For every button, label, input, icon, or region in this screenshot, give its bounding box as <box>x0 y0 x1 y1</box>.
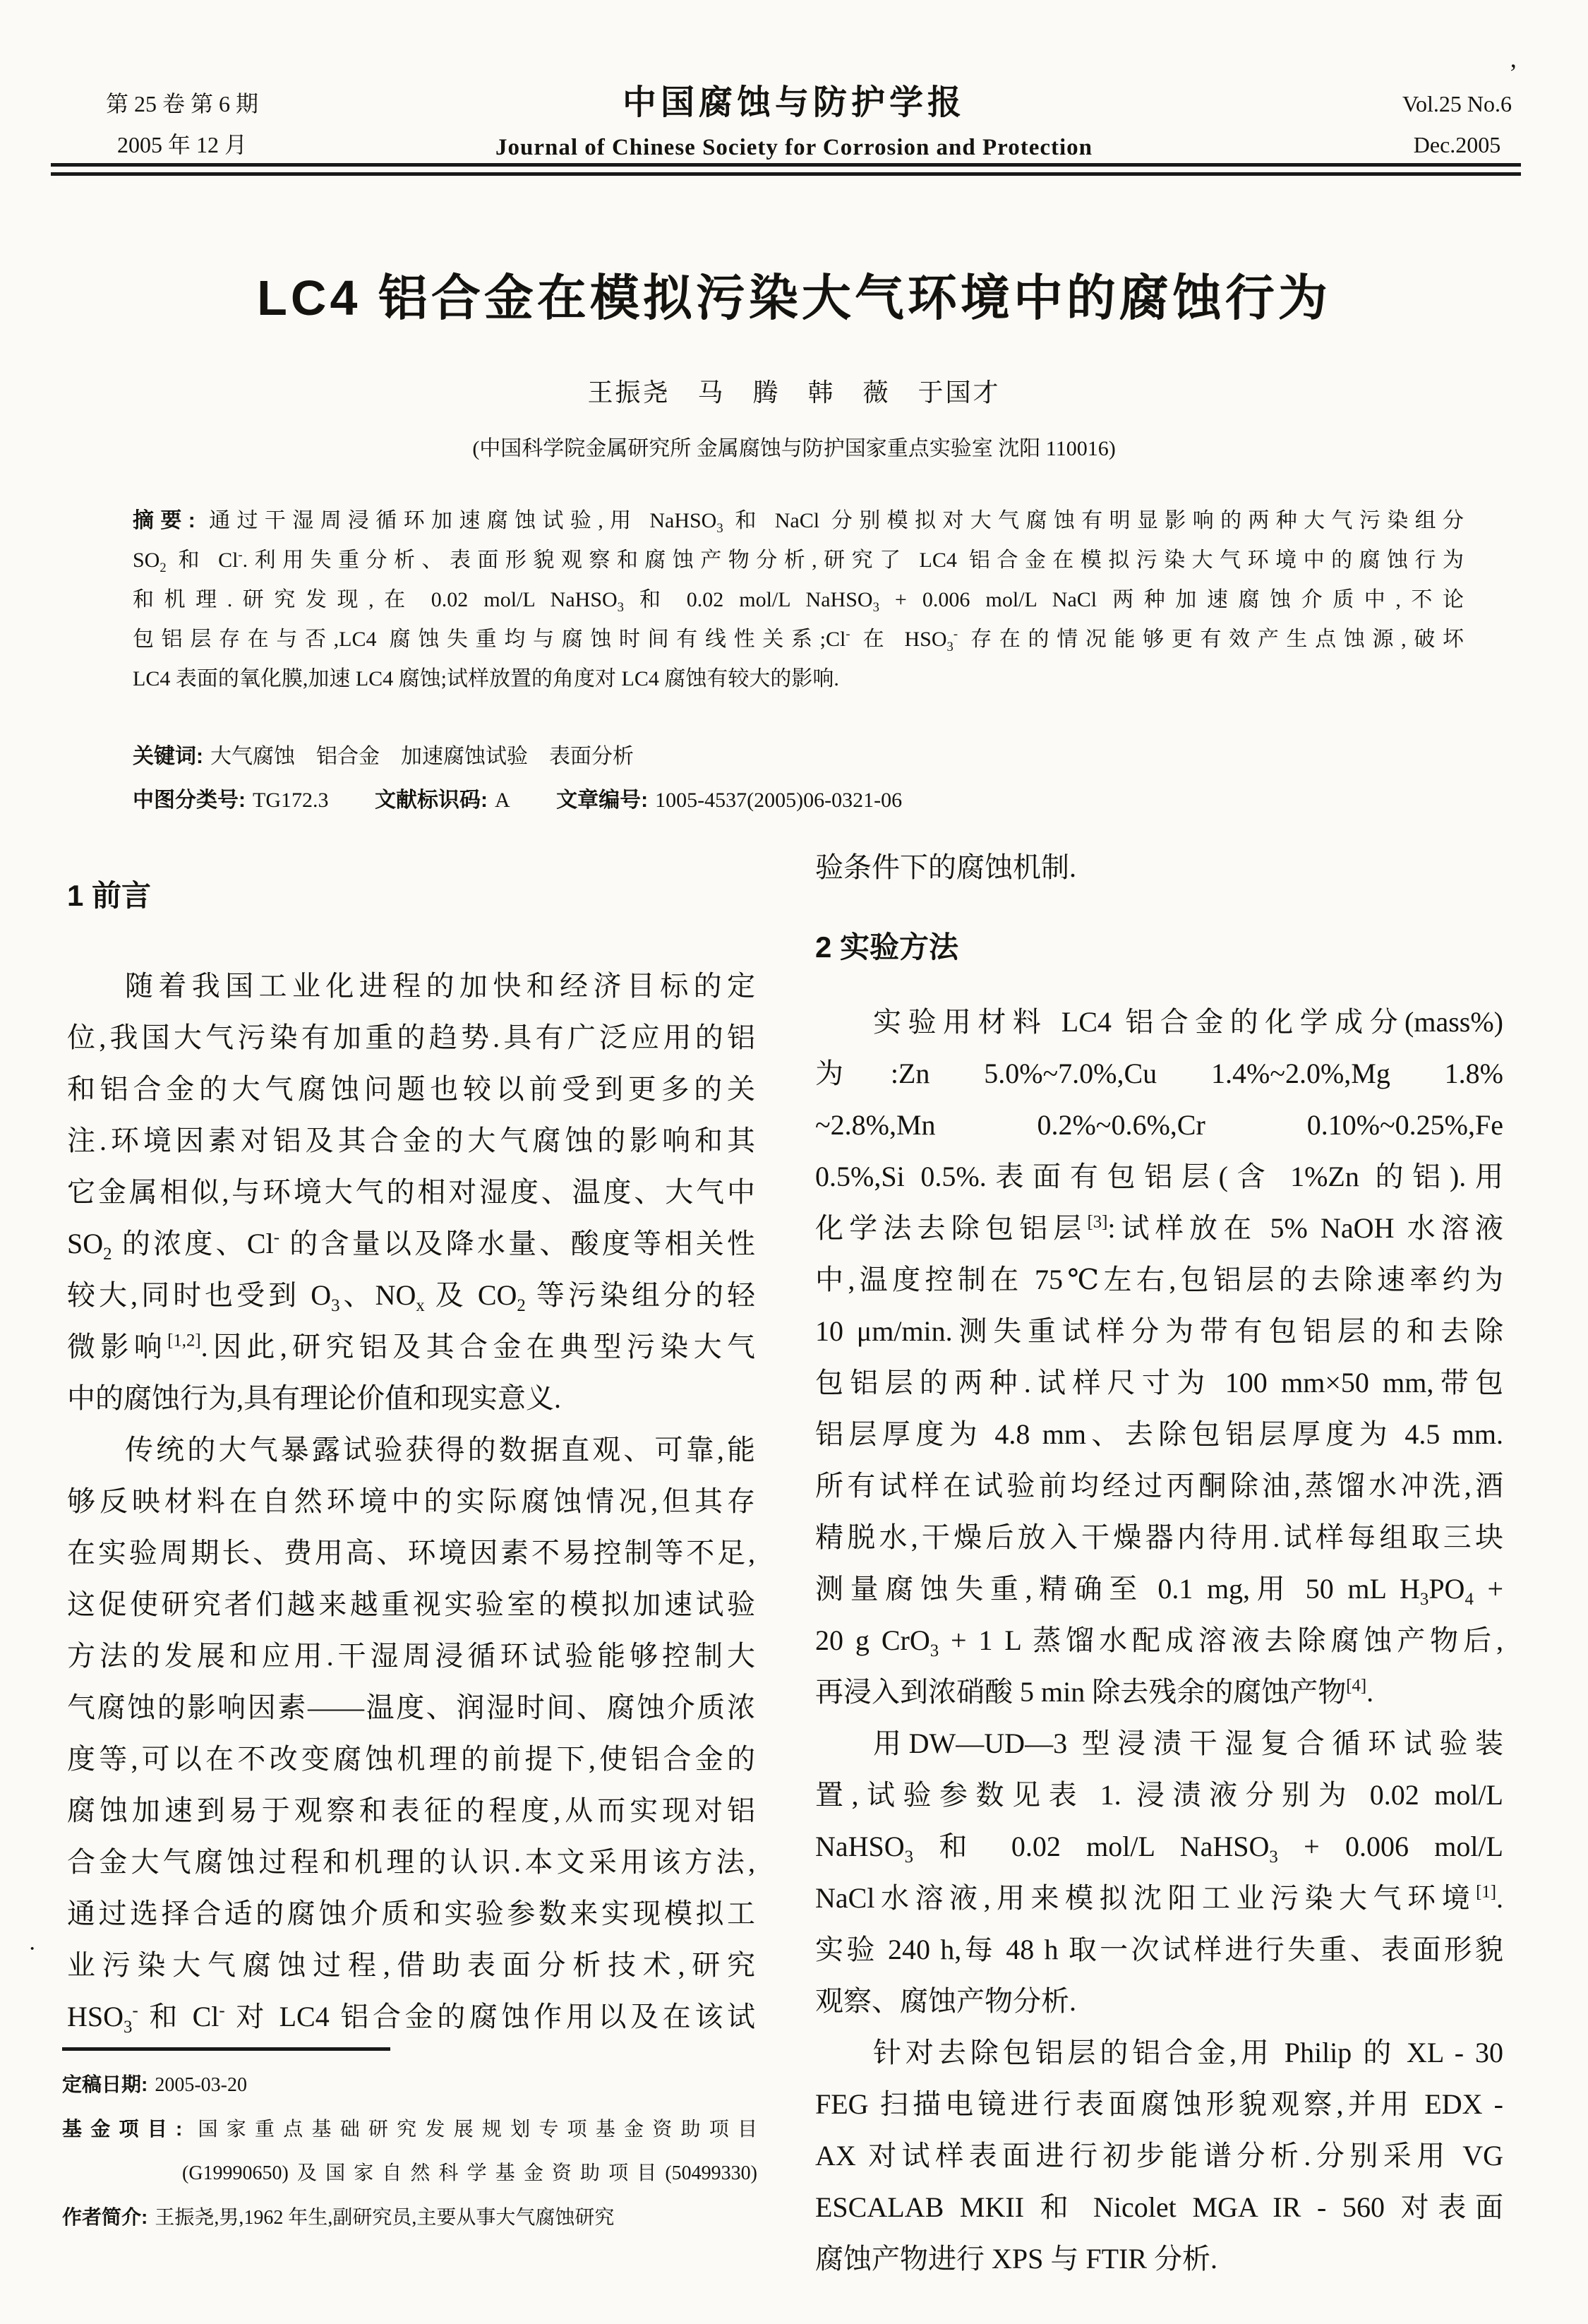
text-line <box>62 2152 757 2196</box>
text-line: 包铝层的两种.试样尺寸为 100 mm×50 mm,带包 <box>815 1367 1503 1398</box>
line-text: 王振尧,男,1962 年生,副研究员,主要从事大气腐蚀研究 <box>155 2207 615 2229</box>
journal-masthead <box>0 75 1588 161</box>
text-line: 铝层厚度为 4.8 mm、去除包铝层厚度为 4.5 mm. <box>815 1418 1503 1450</box>
author-list: 王振尧 马 腾 韩 薇 于国才 <box>587 378 1001 407</box>
text-line: 够反映材料在自然环境中的实际腐蚀情况,但其存 <box>67 1485 755 1517</box>
text-line: 和铝合金的大气腐蚀问题也较以前受到更多的关 <box>67 1073 755 1105</box>
text-line: 所有试样在试验前均经过丙酮除油,蒸馏水冲洗,酒 <box>815 1470 1503 1502</box>
footnote-separator <box>62 2047 390 2051</box>
text-line: 化学法去除包铝层[3]:试样放在 5% NaOH 水溶液 <box>815 1212 1503 1244</box>
date-cn: 2005 年 12 月 <box>117 132 248 157</box>
text-line: NaHSO$_3$ 和 0.02 mol/L NaHSO$_3$ + 0.006 mol/L <box>815 1831 1503 1867</box>
text-line: NaCl水溶液,用来模拟沈阳工业污染大气环境[1]. <box>815 1882 1503 1914</box>
text-line: 0.5%,Si 0.5%.表面有包铝层(含 1%Zn 的铝).用 <box>815 1161 1503 1192</box>
text-line: $SO_2$ 的浓度、Cl- 的含量以及降水量、酸度等相关性 <box>67 1228 755 1264</box>
text-line: ~2.8%,Mn 0.2%~0.6%,Cr 0.10%~0.25%,Fe <box>815 1109 1503 1141</box>
text-line: 这促使研究者们越来越重视实验室的模拟加速试验 <box>67 1588 755 1620</box>
text-line: 通过选择合适的腐蚀介质和实验参数来实现模拟工 <box>67 1898 755 1929</box>
journal-title-cn: 中国腐蚀与防护学报 <box>622 84 966 121</box>
article-id-label: 文章编号: <box>556 789 649 812</box>
text-line: 随着我国工业化进程的加快和经济目标的定 <box>125 970 755 1002</box>
footnote-block <box>62 2063 757 2240</box>
text-line: 实验用材料 LC4 铝合金的化学成分(mass%) <box>873 1006 1503 1038</box>
line-label: 定稿日期: <box>62 2073 148 2095</box>
keywords-text: 大气腐蚀 铝合金 加速腐蚀试验 表面分析 <box>210 745 634 768</box>
rule-top <box>51 163 1521 167</box>
text-line: 中,温度控制在 75℃左右,包铝层的去除速率约为 <box>815 1264 1503 1295</box>
clc-label: 中图分类号: <box>133 789 246 812</box>
scan-speck-dot: · <box>28 1936 37 1962</box>
line-text: (G19990650)及国家自然科学基金资助项目(50499330) <box>182 2162 757 2184</box>
abstract-block <box>133 501 1464 699</box>
article-id-pair <box>556 789 902 812</box>
right-column <box>815 841 1503 2284</box>
text-line: 再浸入到浓硝酸 5 min 除去残余的腐蚀产物[4]. <box>815 1676 1374 1708</box>
date-en: Dec.2005 <box>1413 132 1501 157</box>
intro-paragraph-2 <box>67 1424 755 2042</box>
text-line: 气腐蚀的影响因素——温度、润湿时间、腐蚀介质浓 <box>67 1691 755 1723</box>
keywords-line <box>133 738 634 769</box>
text-line: 置,试验参数见表 1. 浸渍液分别为 0.02 mol/L <box>815 1779 1503 1811</box>
text-line: 精脱水,干燥后放入干燥器内待用.试样每组取三块 <box>815 1521 1503 1553</box>
journal-title-en: Journal of Chinese Society for Corrosion and Protection <box>495 135 1093 160</box>
section-1-heading: 1 前言 <box>67 879 152 912</box>
intro-paragraph-1 <box>67 960 755 1424</box>
text-line: 中的腐蚀行为,具有理论价值和现实意义. <box>67 1382 561 1414</box>
clc-value: TG172.3 <box>253 789 329 812</box>
classification-line <box>133 782 943 813</box>
text-line: 20 g CrO$_3$ + 1 L 蒸馏水配成溶液去除腐蚀产物后, <box>815 1624 1504 1660</box>
scan-speck-mark: ’ <box>1509 59 1517 87</box>
text-line: 观察、腐蚀产物分析. <box>815 1985 1076 2017</box>
text-line: 腐蚀加速到易于观察和表征的程度,从而实现对铝 <box>67 1795 755 1826</box>
methods-paragraph-2 <box>815 1718 1503 2027</box>
rule-bottom <box>51 172 1521 176</box>
header-double-rule <box>51 163 1521 176</box>
text-line: 传统的大气暴露试验获得的数据直观、可靠,能 <box>125 1434 755 1466</box>
doc-code-value: A <box>495 789 510 812</box>
text-line: 较大,同时也受到 $O_3$、$NO_x$ 及 $CO_2$ 等污染组分的轻 <box>67 1279 756 1315</box>
text-line: $HSO_3^-$ 和 Cl- 对 LC4 铝合金的腐蚀作用以及在该试 <box>67 2001 755 2037</box>
section-2-heading: 2 实验方法 <box>815 930 959 964</box>
text-line <box>62 2107 757 2152</box>
clc-pair <box>133 789 329 812</box>
volume-issue-cn: 第 25 卷 第 6 期 <box>106 91 259 116</box>
text-line: 和机理.研究发现,在 0.02 mol/L NaHSO$_3$ 和 0.02 mol/L NaHSO$_3$ + 0.006 mol/L NaCl 两种加速腐蚀介质中,不论 <box>133 588 1464 615</box>
text-line: FEG 扫描电镜进行表面腐蚀形貌观察,并用 EDX - <box>815 2088 1503 2120</box>
affiliation: (中国科学院金属研究所 金属腐蚀与防护国家重点实验室 沈阳 110016) <box>472 437 1116 460</box>
text-line: 测量腐蚀失重,精确至 0.1 mg,用 50 mL $H_3PO_4$ + <box>815 1573 1503 1609</box>
text-line: 10 μm/min.测失重试样分为带有包铝层的和去除 <box>815 1315 1503 1347</box>
text-line: LC4 表面的氧化膜,加速 LC4 腐蚀;试样放置的角度对 LC4 腐蚀有较大的影响. <box>133 667 839 690</box>
text-line: 微影响[1,2].因此,研究铝及其合金在典型污染大气 <box>67 1331 756 1362</box>
line-text: 国家重点基础研究发展规划专项基金资助项目 <box>189 2119 757 2140</box>
methods-paragraph-3 <box>815 2027 1503 2284</box>
text-line: 合金大气腐蚀过程和机理的认识.本文采用该方法, <box>67 1846 755 1878</box>
text-line: 实验 240 h,每 48 h 取一次试样进行失重、表面形貌 <box>815 1934 1503 1965</box>
header-volume-issue-en <box>1402 83 1512 165</box>
text-line: 注.环境因素对铝及其合金的大气腐蚀的影响和其 <box>67 1125 755 1156</box>
line-text: 通过干湿周浸循环加速腐蚀试验,用 NaHSO$_3$ 和 NaCl 分别模拟对大气腐蚀有明显影响的两种大气污染组分 <box>202 509 1464 536</box>
doc-code-pair <box>375 789 510 812</box>
text-line: 为:Zn 5.0%~7.0%,Cu 1.4%~2.0%,Mg 1.8% <box>815 1058 1503 1089</box>
article-title: LC4 铝合金在模拟污染大气环境中的腐蚀行为 <box>257 270 1331 325</box>
text-line: $SO_2$ 和 Cl-.利用失重分析、表面形貌观察和腐蚀产物分析,研究了 LC4 铝合金在模拟污染大气环境中的腐蚀行为 <box>133 548 1464 575</box>
text-line: 业污染大气腐蚀过程,借助表面分析技术,研究 <box>67 1949 755 1981</box>
volume-issue-en: Vol.25 No.6 <box>1402 91 1512 116</box>
text-line: 度等,可以在不改变腐蚀机理的前提下,使铝合金的 <box>67 1743 755 1775</box>
text-line: ESCALAB MKII 和 Nicolet MGA IR - 560 对表面 <box>815 2191 1503 2223</box>
article-id-value: 1005-4537(2005)06-0321-06 <box>655 789 903 812</box>
left-column <box>67 867 755 2042</box>
doc-code-label: 文献标识码: <box>375 789 488 812</box>
text-line: 包铝层存在与否,LC4 腐蚀失重均与腐蚀时间有线性关系;Cl- 在 $HSO_3^-$ 存在的情况能够更有效产生点蚀源,破坏 <box>133 627 1464 654</box>
text-line: 针对去除包铝层的铝合金,用 Philip 的 XL - 30 <box>873 2037 1503 2068</box>
text-line <box>133 501 1464 541</box>
methods-paragraph-1 <box>815 996 1503 1718</box>
text-line: 位,我国大气污染有加重的趋势.具有广泛应用的铝 <box>67 1022 755 1053</box>
text-line: 它金属相似,与环境大气的相对湿度、温度、大气中 <box>67 1176 755 1208</box>
line-label: 作者简介: <box>62 2206 148 2228</box>
text-line: 腐蚀产物进行 XPS 与 FTIR 分析. <box>815 2243 1218 2275</box>
line-label: 基金项目: <box>62 2118 183 2140</box>
text-line <box>62 2063 757 2107</box>
carryover-line: 验条件下的腐蚀机制. <box>815 851 1076 883</box>
text-line: 用DW—UD—3 型浸渍干湿复合循环试验装 <box>873 1727 1503 1759</box>
text-line: 方法的发展和应用.干湿周浸循环试验能够控制大 <box>67 1640 755 1672</box>
text-line: 在实验周期长、费用高、环境因素不易控制等不足, <box>67 1537 755 1569</box>
keywords-label: 关键词: <box>133 745 203 768</box>
line-label: 摘要: <box>133 509 196 532</box>
text-line: AX 对试样表面进行初步能谱分析.分别采用 VG <box>815 2140 1503 2172</box>
line-text: 2005-03-20 <box>155 2074 247 2096</box>
text-line <box>62 2196 757 2240</box>
